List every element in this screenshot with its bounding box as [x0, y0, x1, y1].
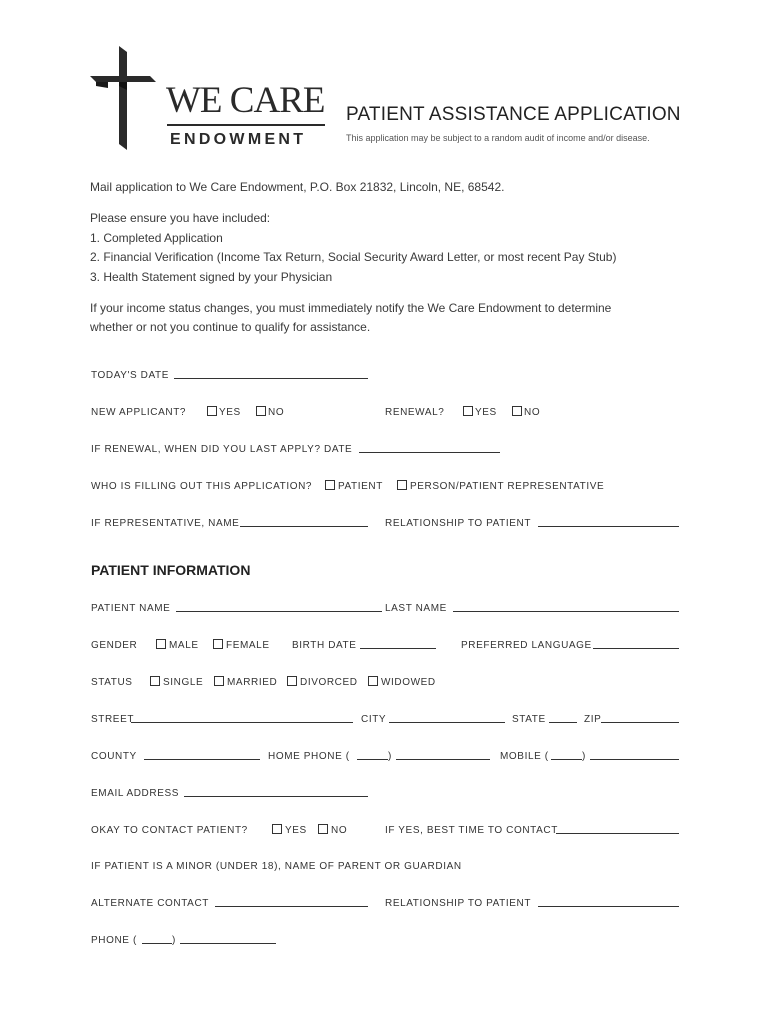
renewal-date-label: IF RENEWAL, WHEN DID YOU LAST APPLY? DATE — [91, 444, 353, 455]
home-phone-area-field[interactable] — [357, 759, 388, 760]
rep-relationship-label: RELATIONSHIP TO PATIENT — [385, 518, 532, 529]
patient-name-field[interactable] — [176, 611, 382, 612]
paren-close: ) — [582, 751, 586, 762]
rep-name-label: IF REPRESENTATIVE, NAME — [91, 518, 240, 529]
checklist-item: 1. Completed Application — [90, 231, 223, 245]
gender-label: GENDER — [91, 640, 138, 651]
zip-field[interactable] — [601, 722, 679, 723]
status-label: STATUS — [91, 677, 133, 688]
widowed-label: WIDOWED — [381, 677, 436, 688]
renewal-label: RENEWAL? — [385, 407, 445, 418]
new-applicant-no-checkbox[interactable] — [256, 406, 266, 416]
birth-date-label: BIRTH DATE — [292, 640, 357, 651]
county-label: COUNTY — [91, 751, 137, 762]
married-label: MARRIED — [227, 677, 278, 688]
yes-label: YES — [219, 407, 241, 418]
paren-close: ) — [388, 751, 392, 762]
home-phone-field[interactable] — [396, 759, 490, 760]
no-label: NO — [331, 825, 348, 836]
income-notice: If your income status changes, you must immediately notify the We Care Endowment to determine — [90, 301, 612, 315]
paren-close: ) — [172, 935, 176, 946]
phone-label: PHONE ( — [91, 935, 137, 946]
cross-logo-icon — [90, 46, 156, 150]
status-married-checkbox[interactable] — [214, 676, 224, 686]
female-label: FEMALE — [226, 640, 270, 651]
mail-instruction: Mail application to We Care Endowment, P.O. Box 21832, Lincoln, NE, 68542. — [90, 180, 505, 194]
last-name-field[interactable] — [453, 611, 679, 612]
status-divorced-checkbox[interactable] — [287, 676, 297, 686]
checklist-item: 3. Health Statement signed by your Physician — [90, 270, 333, 284]
best-time-field[interactable] — [556, 833, 679, 834]
street-field[interactable] — [131, 722, 353, 723]
form-subtitle: This application may be subject to a random audit of income and/or disease. — [346, 133, 650, 143]
rep-relationship-field[interactable] — [538, 526, 679, 527]
filler-patient-checkbox[interactable] — [325, 480, 335, 490]
representative-option-label: PERSON/PATIENT REPRESENTATIVE — [410, 481, 605, 492]
alternate-contact-field[interactable] — [215, 906, 368, 907]
male-label: MALE — [169, 640, 199, 651]
filler-representative-checkbox[interactable] — [397, 480, 407, 490]
street-label: STREET — [91, 714, 135, 725]
preferred-language-label: PREFERRED LANGUAGE — [461, 640, 592, 651]
alternate-relationship-label: RELATIONSHIP TO PATIENT — [385, 898, 532, 909]
todays-date-field[interactable] — [174, 378, 368, 379]
patient-option-label: PATIENT — [338, 481, 383, 492]
mobile-area-field[interactable] — [551, 759, 582, 760]
contact-yes-checkbox[interactable] — [272, 824, 282, 834]
income-notice: whether or not you continue to qualify for assistance. — [90, 320, 371, 334]
todays-date-label: TODAY'S DATE — [91, 370, 170, 381]
city-label: CITY — [361, 714, 387, 725]
phone-area-field[interactable] — [142, 943, 172, 944]
patient-name-label: PATIENT NAME — [91, 603, 171, 614]
form-title: PATIENT ASSISTANCE APPLICATION — [346, 104, 681, 125]
state-field[interactable] — [549, 722, 577, 723]
status-single-checkbox[interactable] — [150, 676, 160, 686]
single-label: SINGLE — [163, 677, 204, 688]
rep-name-field[interactable] — [240, 526, 368, 527]
logo-divider — [167, 124, 325, 126]
patient-info-heading: PATIENT INFORMATION — [91, 562, 251, 578]
best-time-label: IF YES, BEST TIME TO CONTACT — [385, 825, 558, 836]
city-field[interactable] — [389, 722, 505, 723]
last-name-label: LAST NAME — [385, 603, 447, 614]
email-field[interactable] — [184, 796, 368, 797]
new-applicant-label: NEW APPLICANT? — [91, 407, 187, 418]
alternate-contact-label: ALTERNATE CONTACT — [91, 898, 209, 909]
logo-text-endowment: ENDOWMENT — [170, 131, 307, 148]
who-filling-label: WHO IS FILLING OUT THIS APPLICATION? — [91, 481, 313, 492]
email-label: EMAIL ADDRESS — [91, 788, 180, 799]
renewal-date-field[interactable] — [359, 452, 500, 453]
county-field[interactable] — [144, 759, 260, 760]
contact-no-checkbox[interactable] — [318, 824, 328, 834]
minor-guardian-label: IF PATIENT IS A MINOR (UNDER 18), NAME OF PARENT OR GUARDIAN — [91, 861, 462, 872]
gender-female-checkbox[interactable] — [213, 639, 223, 649]
ok-contact-label: OKAY TO CONTACT PATIENT? — [91, 825, 248, 836]
renewal-yes-checkbox[interactable] — [463, 406, 473, 416]
yes-label: YES — [285, 825, 307, 836]
ensure-instruction: Please ensure you have included: — [90, 211, 271, 225]
status-widowed-checkbox[interactable] — [368, 676, 378, 686]
logo-text-we-care: WE CARE — [166, 80, 325, 121]
new-applicant-yes-checkbox[interactable] — [207, 406, 217, 416]
renewal-no-checkbox[interactable] — [512, 406, 522, 416]
gender-male-checkbox[interactable] — [156, 639, 166, 649]
phone-field[interactable] — [180, 943, 276, 944]
mobile-field[interactable] — [590, 759, 679, 760]
no-label: NO — [524, 407, 541, 418]
zip-label: ZIP — [584, 714, 602, 725]
birth-date-field[interactable] — [360, 648, 436, 649]
alternate-relationship-field[interactable] — [538, 906, 679, 907]
yes-label: YES — [475, 407, 497, 418]
divorced-label: DIVORCED — [300, 677, 358, 688]
no-label: NO — [268, 407, 285, 418]
preferred-language-field[interactable] — [593, 648, 679, 649]
state-label: STATE — [512, 714, 546, 725]
home-phone-label: HOME PHONE ( — [268, 751, 350, 762]
mobile-label: MOBILE ( — [500, 751, 549, 762]
checklist-item: 2. Financial Verification (Income Tax Return, Social Security Award Letter, or most recent Pay Stub) — [90, 250, 617, 264]
